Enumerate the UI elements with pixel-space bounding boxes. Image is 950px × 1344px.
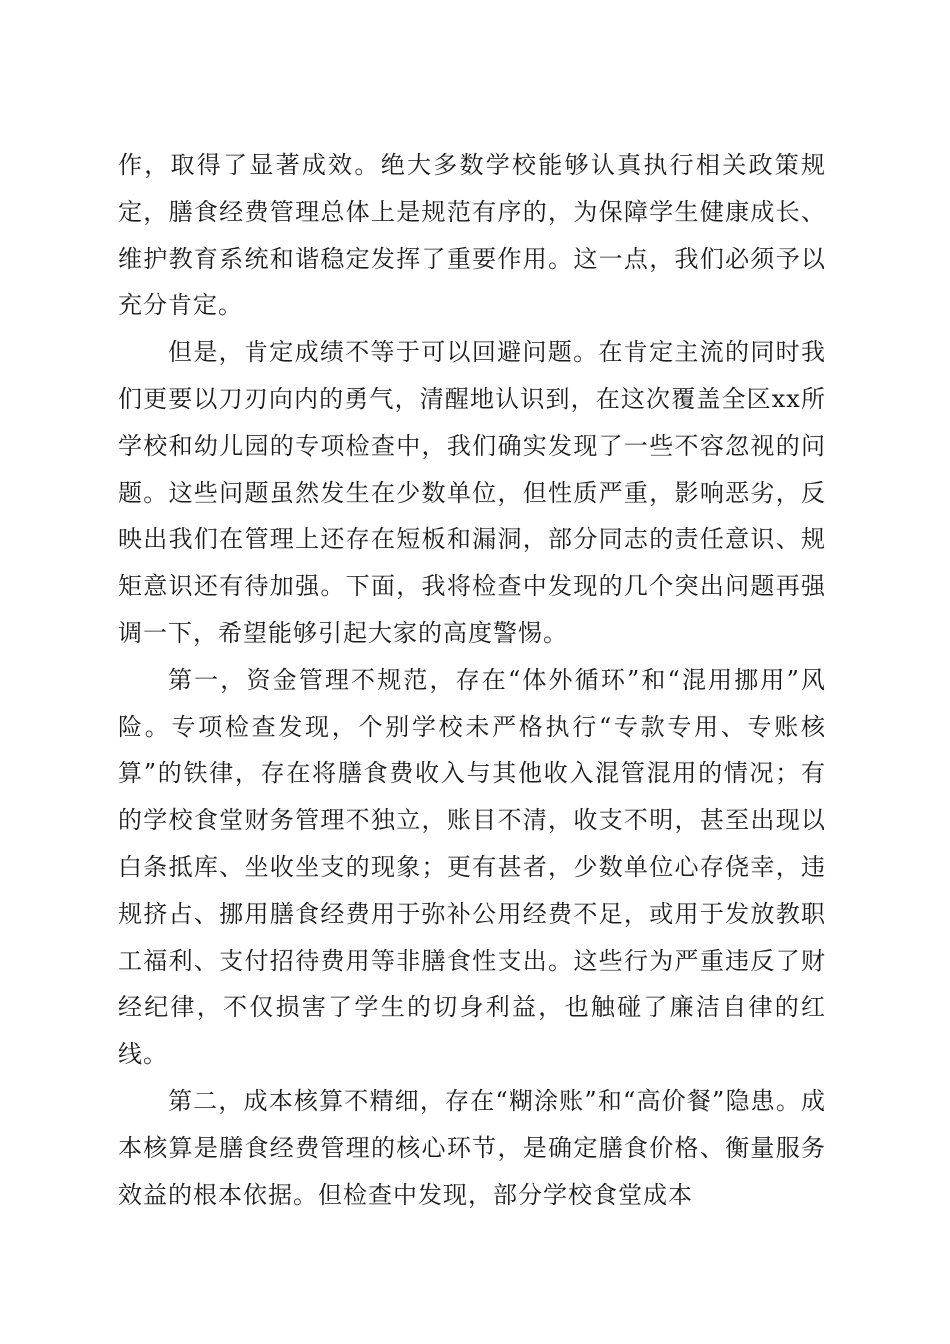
paragraph-text: 但是，肯定成绩不等于可以回避问题。在肯定主流的同时我们更要以刀刃向内的勇气，清醒地认识到，在这次覆盖全区xx所学校和幼儿园的专项检查中，我们确实发现了一些不容忽视的问题。这些问题虽然发生在少数单位，但性质严重，影响恶劣，反映出我们在管理上还存在短板和漏洞，部分同志的责任意识、规矩意识还有待加强。下面，我将检查中发现的几个突出问题再强调一下，希望能够引起大家的高度警惕。 bbox=[118, 338, 826, 647]
paragraph-issue-two bbox=[118, 1078, 826, 1218]
paragraph-issue-one bbox=[118, 657, 826, 1078]
paragraph-continuation bbox=[118, 142, 826, 329]
paragraph-affirmation bbox=[118, 329, 826, 657]
paragraph-text: 作，取得了显著成效。绝大多数学校能够认真执行相关政策规定，膳食经费管理总体上是规范有序的，为保障学生健康成长、维护教育系统和谐稳定发挥了重要作用。这一点，我们必须予以充分肯定。 bbox=[118, 151, 826, 320]
document-body bbox=[118, 142, 826, 1218]
paragraph-lead: 第一，资金管理不规范，存在“体外循环”和“混用挪用”风险。 bbox=[118, 665, 826, 741]
paragraph-text: 专项检查发现，个别学校未严格执行“专款专用、专账核算”的铁律，存在将膳食费收入与其他收入混管混用的情况；有的学校食堂财务管理不独立，账目不清，收支不明，甚至出现以白条抵库、坐收坐支的现象；更有甚者，少数单位心存侥幸，违规挤占、挪用膳食经费用于弥补公用经费不足，或用于发放教职工福利、支付招待费用等非膳食性支出。这些行为严重违反了财经纪律，不仅损害了学生的切身利益，也触碰了廉洁自律的红线。 bbox=[118, 712, 826, 1069]
paragraph-text: 成本核算是膳食经费管理的核心环节，是确定膳食价格、衡量服务效益的根本依据。但检查中发现，部分学校食堂成本 bbox=[118, 1086, 826, 1209]
paragraph-lead: 第二，成本核算不精细，存在“糊涂账”和“高价餐”隐患。 bbox=[168, 1086, 801, 1115]
